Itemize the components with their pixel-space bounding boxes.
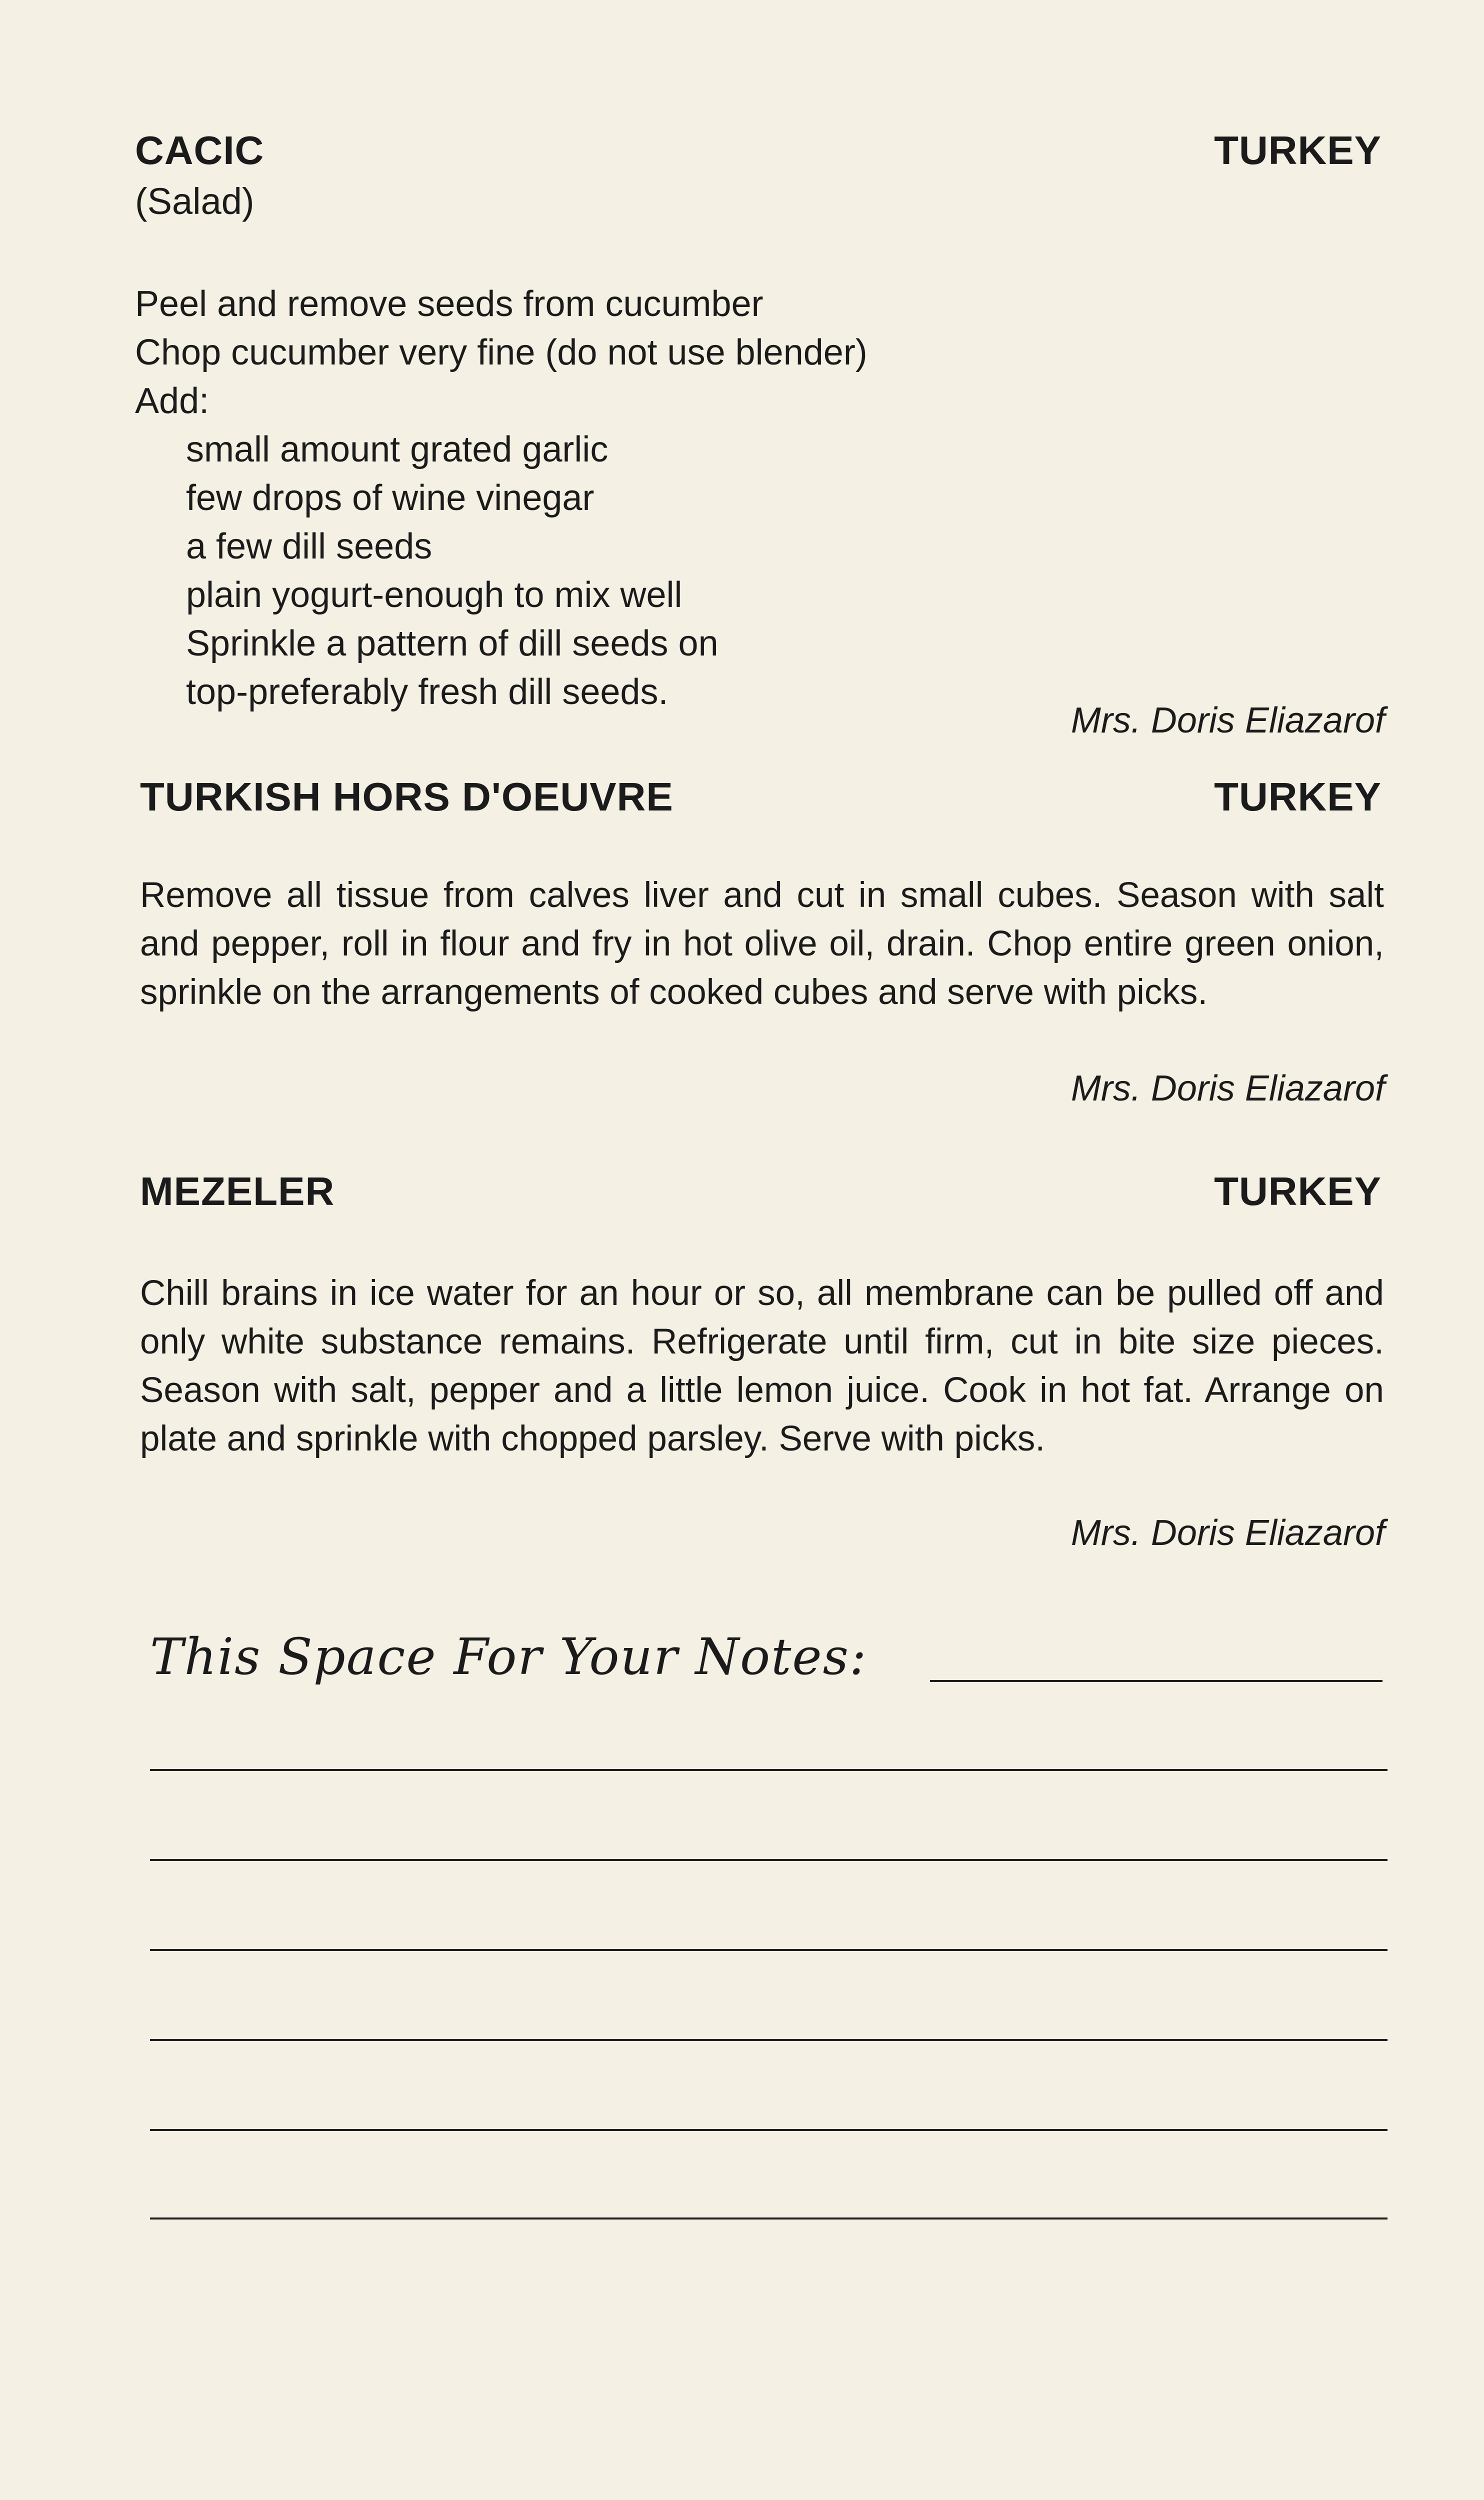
notes-line (150, 2129, 1388, 2131)
ingredient-list (186, 426, 718, 716)
instruction-line: Peel and remove seeds from cucumber (135, 284, 764, 324)
recipe-title: MEZELER (140, 1169, 335, 1214)
notes-line (150, 2039, 1388, 2041)
recipe-author: Mrs. Doris Eliazarof (1070, 1513, 1385, 1553)
notes-label: This Space For Your Notes: (150, 1628, 868, 1686)
ingredient-line: a few dill seeds (186, 526, 432, 566)
recipe-title: TURKISH HORS D'OEUVRE (140, 774, 674, 819)
recipe-instructions (135, 280, 868, 426)
notes-line (150, 1769, 1388, 1771)
ingredient-line: few drops of wine vinegar (186, 478, 594, 518)
instruction-line: Add: (135, 381, 210, 421)
ingredient-line: Sprinkle a pattern of dill seeds on (186, 624, 718, 664)
recipe-author: Mrs. Doris Eliazarof (1070, 1068, 1385, 1108)
ingredient-line: plain yogurt-enough to mix well (186, 575, 682, 615)
recipe-origin: TURKEY (1214, 1169, 1382, 1214)
recipe-origin: TURKEY (1214, 128, 1382, 172)
ingredient-line: top-preferably fresh dill seeds. (186, 672, 668, 712)
notes-line (150, 2218, 1388, 2220)
notes-line (150, 1859, 1388, 1861)
recipe-origin: TURKEY (1214, 774, 1382, 819)
recipe-author: Mrs. Doris Eliazarof (1070, 700, 1385, 740)
recipe-title: CACIC (135, 128, 264, 172)
instruction-line: Chop cucumber very fine (do not use blender) (135, 332, 868, 372)
notes-line (930, 1680, 1382, 1682)
ingredient-line: small amount grated garlic (186, 430, 608, 470)
recipe-text: Remove all tissue from calves liver and cut in small cubes. Season with salt and pepper, roll in flour and fry in hot olive oil, drain. Chop entire green onion, sprinkle on the arrangements of cooked cubes and serve with picks. (140, 876, 1384, 1012)
recipe-text: Chill brains in ice water for an hour or so, all membrane can be pulled off and only white substance remains. Refrigerate until firm, cut in bite size pieces. Season with salt, pepper and a little lemon juice. Cook in hot fat. Arrange on plate and sprinkle with chopped parsley. Serve with picks. (140, 1274, 1384, 1458)
notes-line (150, 1949, 1388, 1951)
recipe-subtitle: (Salad) (135, 180, 254, 222)
